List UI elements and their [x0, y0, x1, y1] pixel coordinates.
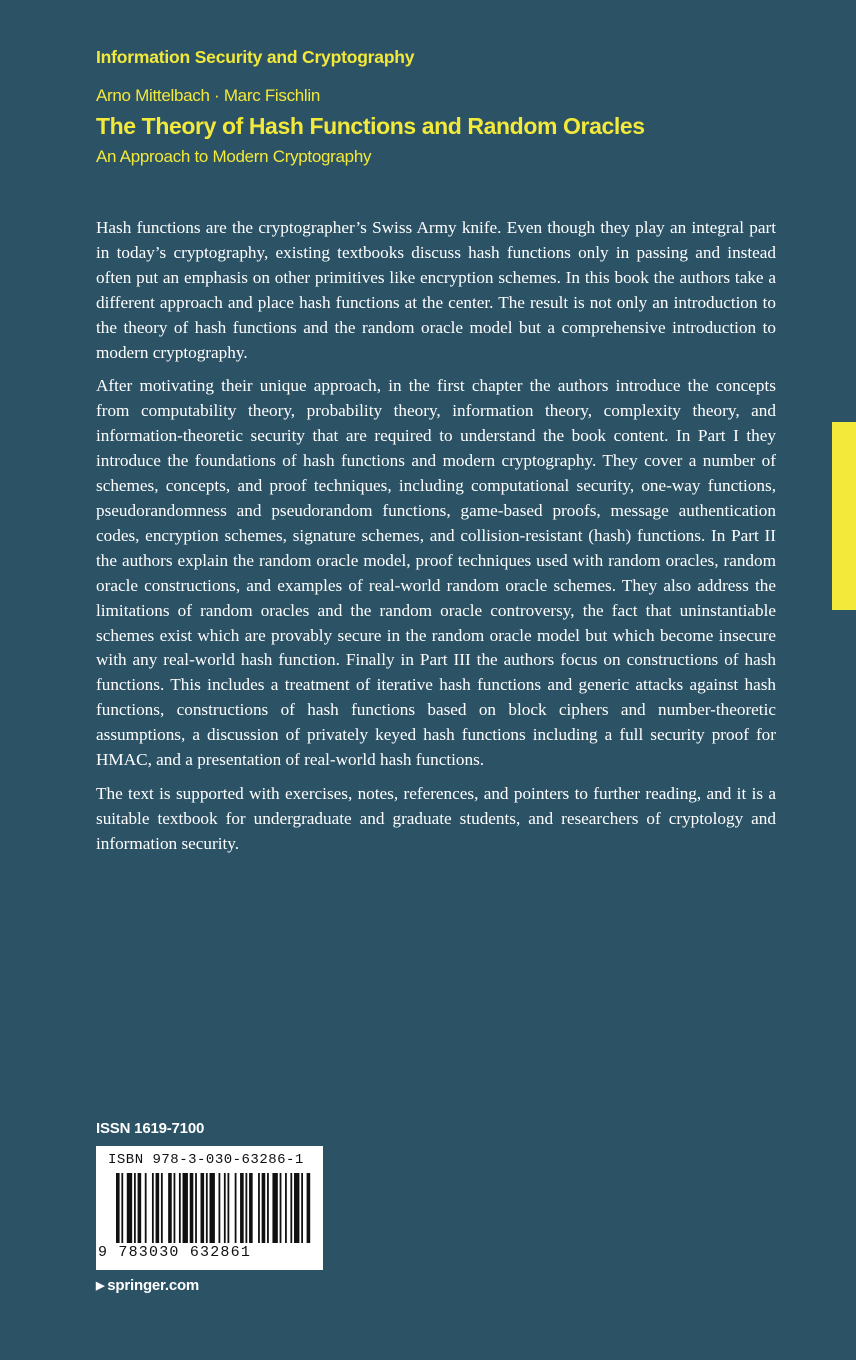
barcode-bar — [201, 1173, 205, 1243]
barcode-bar — [161, 1173, 163, 1243]
publisher-url: springer.com — [107, 1277, 200, 1294]
barcode-bar — [294, 1173, 299, 1243]
barcode-bar — [227, 1173, 229, 1243]
barcode-bar — [121, 1173, 123, 1243]
barcode-bar — [138, 1173, 142, 1243]
barcode-bar — [190, 1173, 194, 1243]
arrow-right-icon: ▶ — [96, 1280, 105, 1292]
barcode-bar — [301, 1173, 303, 1243]
authors: Arno Mittelbach · Marc Fischlin — [96, 86, 321, 105]
barcode-bar — [156, 1173, 160, 1243]
issn: ISSN 1619-7100 — [96, 1120, 205, 1137]
barcode — [96, 1146, 323, 1270]
yellow-edge-tab — [832, 422, 856, 610]
barcode-bar — [183, 1173, 188, 1243]
publisher-link[interactable] — [96, 1277, 199, 1294]
barcode-bar — [267, 1173, 269, 1243]
barcode-bar — [219, 1173, 221, 1243]
blurb-paragraph-3: The text is supported with exercises, notes, references, and pointers to further reading, and it is a suitable textbook for undergraduate and graduate students, and researchers of cryptology and information security. — [96, 783, 776, 853]
barcode-bar — [258, 1173, 260, 1243]
blurb-paragraph-2: After motivating their unique approach, in the first chapter the authors introduce the concepts from computability theory, probability theory, information theory, complexity theory, and information-theoretic security that are required to understand the book content. In Part I they introduce the foundations of hash functions and modern cryptography. They cover a number of schemes, concepts, and proof techniques, including computational security, one-way functions, pseudorandomness and pseudorandom functions, game-based proofs, message authentication codes, encryption schemes, signature schemes, and collision-resistant (hash) functions. In Part II the authors explain the random oracle model, proof techniques used with random oracles, random oracle constructions, and examples of real-world random oracle schemes. They also address the limitations of random oracles and the random oracle controversy, the fact that uninstantiable schemes exist which are provably secure in the random oracle model but which become insecure with any real-world hash function. Finally in Part III the authors focus on constructions of hash functions. This includes a treatment of iterative hash functions and generic attacks against hash functions, constructions of hash functions based on block ciphers and number-theoretic assumptions, a discussion of privately keyed hash functions including a full security proof for HMAC, and a presentation of real-world hash functions. — [96, 376, 776, 770]
barcode-bar — [240, 1173, 244, 1243]
barcode-bar — [179, 1173, 181, 1243]
barcode-bar — [195, 1173, 197, 1243]
series-name: Information Security and Cryptography — [96, 47, 415, 67]
blurb — [96, 216, 776, 866]
barcode-bar — [290, 1173, 292, 1243]
isbn-label: ISBN 978-3-030-63286-1 — [108, 1152, 304, 1168]
barcode-bar — [285, 1173, 287, 1243]
book-subtitle: An Approach to Modern Cryptography — [96, 147, 372, 166]
barcode-bar — [280, 1173, 282, 1243]
barcode-bar — [210, 1173, 215, 1243]
barcode-bar — [174, 1173, 176, 1243]
barcode-bar — [145, 1173, 147, 1243]
barcode-bar — [152, 1173, 154, 1243]
book-title: The Theory of Hash Functions and Random Oracles — [96, 113, 645, 139]
barcode-bar — [235, 1173, 237, 1243]
barcode-bar — [134, 1173, 136, 1243]
barcode-bar — [206, 1173, 208, 1243]
barcode-bar — [262, 1173, 266, 1243]
barcode-bar — [168, 1173, 172, 1243]
barcode-bar — [116, 1173, 120, 1243]
barcode-bar — [224, 1173, 226, 1243]
blurb-paragraph-1: Hash functions are the cryptographer’s Swiss Army knife. Even though they play an integral part in today’s cryptography, existing textbooks discuss hash functions only in passing and instead often put an emphasis on other primitives like encryption schemes. In this book the authors take a different approach and place hash functions at the center. The result is not only an introduction to the theory of hash functions and the random oracle model but a comprehensive introduction to modern cryptography. — [96, 218, 776, 362]
barcode-digits: 9 783030 632861 — [98, 1244, 252, 1261]
barcode-bar — [307, 1173, 311, 1243]
barcode-bar — [249, 1173, 253, 1243]
barcode-bar — [272, 1173, 277, 1243]
barcode-bar — [245, 1173, 247, 1243]
barcode-bar — [127, 1173, 132, 1243]
